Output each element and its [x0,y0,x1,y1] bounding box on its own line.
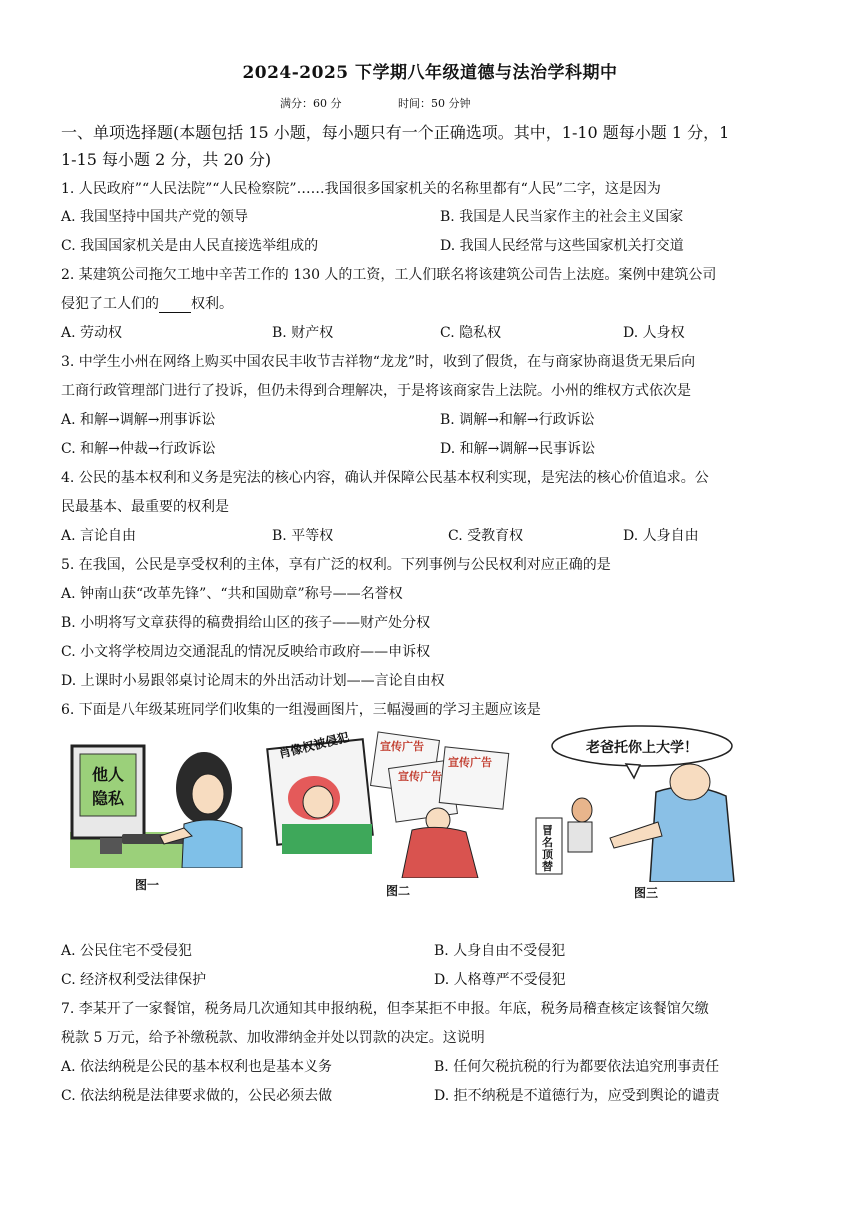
q2-option-d: D. 人身权 [623,325,685,341]
q7-option-c: C. 依法纳税是法律要求做的，公民必须去做 [61,1088,333,1104]
person-face [192,774,224,814]
grass-shape [282,824,372,854]
exam-title: 2024-2025 下学期八年级道德与法治学科期中 [242,63,618,83]
score-info: 满分：60 分 [280,97,342,110]
q2-blank [159,298,191,313]
q3-option-d: D. 和解→调解→民事诉讼 [440,441,596,457]
q2-stem: 2. 某建筑公司拖欠工地中辛苦工作的 130 人的工资，工人们联名将该建筑公司告上法庭。案例中建筑公司 [61,267,717,283]
q3-option-b: B. 调解→和解→行政诉讼 [440,412,595,428]
fig3-paper-char-1: 冒 [542,824,553,837]
q1-option-d: D. 我国人民经常与这些国家机关打交道 [440,238,684,254]
q6-option-a: A. 公民住宅不受侵犯 [61,943,193,959]
q2-stem-cont [61,293,233,313]
q7-option-d: D. 拒不纳税是不道德行为，应受到舆论的谴责 [434,1088,720,1104]
fig1-text-line2: 隐私 [91,789,125,808]
q3-stem: 3. 中学生小州在网络上购买中国农民丰收节吉祥物“龙龙”时，收到了假货，在与商家协商退货无果后向 [61,354,696,370]
section-heading-cont: 1-15 每小题 2 分，共 20 分) [61,150,272,169]
q5-option-b: B. 小明将写文章获得的稿费捐给山区的孩子——财产处分权 [61,615,431,631]
q1-option-c: C. 我国国家机关是由人民直接选举组成的 [61,238,319,254]
q7-stem-cont: 税款 5 万元，给予补缴税款、加收滞纳金并处以罚款的决定。这说明 [61,1030,485,1046]
q2-stem-pre: 侵犯了工人们的 [61,296,159,312]
q4-stem: 4. 公民的基本权利和义务是宪法的核心内容，确认并保障公民基本权利实现，是宪法的核心价值追求。公 [61,470,709,486]
fig3-paper-char-4: 替 [542,860,553,873]
fig3-caption: 图三 [634,886,659,900]
fig3-paper-char-3: 顶 [542,848,553,861]
q3-option-a: A. 和解→调解→刑事诉讼 [61,412,216,428]
q7-option-b: B. 任何欠税抗税的行为都要依法追究刑事责任 [434,1059,720,1075]
q3-option-c: C. 和解→仲裁→行政诉讼 [61,441,216,457]
cartoon-figure-2 [266,728,522,878]
q3-stem-cont: 工商行政管理部门进行了投诉，但仍未得到合理解决，于是将该商家告上法院。小州的维权方式依次是 [61,383,691,399]
cartoon-figure-3 [530,722,742,882]
q5-option-a: A. 钟南山获“改革先锋”、“共和国勋章”称号——名誉权 [61,586,403,602]
fig1-caption: 图一 [135,878,160,892]
q7-option-a: A. 依法纳税是公民的基本权利也是基本义务 [61,1059,333,1075]
time-info: 时间：50 分钟 [398,97,471,110]
q4-option-c: C. 受教育权 [448,528,524,544]
child-head [572,798,592,822]
q4-option-d: D. 人身自由 [623,528,699,544]
q6-option-b: B. 人身自由不受侵犯 [434,943,566,959]
q6-option-c: C. 经济权利受法律保护 [61,972,207,988]
q5-stem: 5. 在我国，公民是享受权利的主体，享有广泛的权利。下列事例与公民权利对应正确的是 [61,557,611,573]
man-body [402,827,478,878]
q5-option-d: D. 上课时小易跟邻桌讨论周末的外出活动计划——言论自由权 [61,673,445,689]
father-body [650,787,734,882]
q2-option-b: B. 财产权 [272,325,334,341]
q4-option-a: A. 言论自由 [61,528,137,544]
q1-option-a: A. 我国坚持中国共产党的领导 [61,209,249,225]
q2-option-c: C. 隐私权 [440,325,502,341]
fig3-paper-char-2: 名 [542,836,553,849]
q7-stem: 7. 李某开了一家餐馆，税务局几次通知其申报纳税，但李某拒不申报。年底，税务局稽查核定该餐馆欠缴 [61,1001,709,1017]
fig2-caption: 图二 [386,884,411,898]
fig2-ad-text-1: 宣传广告 [380,740,424,753]
woman-face [303,786,333,818]
cartoon-figure-1 [64,728,250,868]
child-body [568,822,592,852]
father-head [670,764,710,800]
section-heading: 一、单项选择题(本题包括 15 小题，每小题只有一个正确选项。其中，1-10 题每小题 1 分，1 [61,123,730,142]
q6-stem: 6. 下面是八年级某班同学们收集的一组漫画图片，三幅漫画的学习主题应该是 [61,702,541,718]
q1-stem: 1. 人民政府”“人民法院”“人民检察院”……我国很多国家机关的名称里都有“人民”二字，这是因为 [61,181,661,197]
fig3-bubble-text: 老爸托你上大学！ [586,740,698,756]
q2-option-a: A. 劳动权 [61,325,123,341]
fig2-sign-text: 肖像权被侵犯 [277,729,351,761]
computer-base [100,838,122,854]
q1-option-b: B. 我国是人民当家作主的社会主义国家 [440,209,684,225]
fig2-ad-text-3: 宣传广告 [448,756,492,769]
fig2-ad-text-2: 宣传广告 [398,770,442,783]
person-body [182,820,242,868]
q4-stem-cont: 民最基本、最重要的权利是 [61,499,229,515]
q4-option-b: B. 平等权 [272,528,334,544]
q6-option-d: D. 人格尊严不受侵犯 [434,972,566,988]
q2-stem-post: 权利。 [191,296,233,312]
fig1-text-line1: 他人 [91,765,125,784]
q5-option-c: C. 小文将学校周边交通混乱的情况反映给市政府——申诉权 [61,644,431,660]
